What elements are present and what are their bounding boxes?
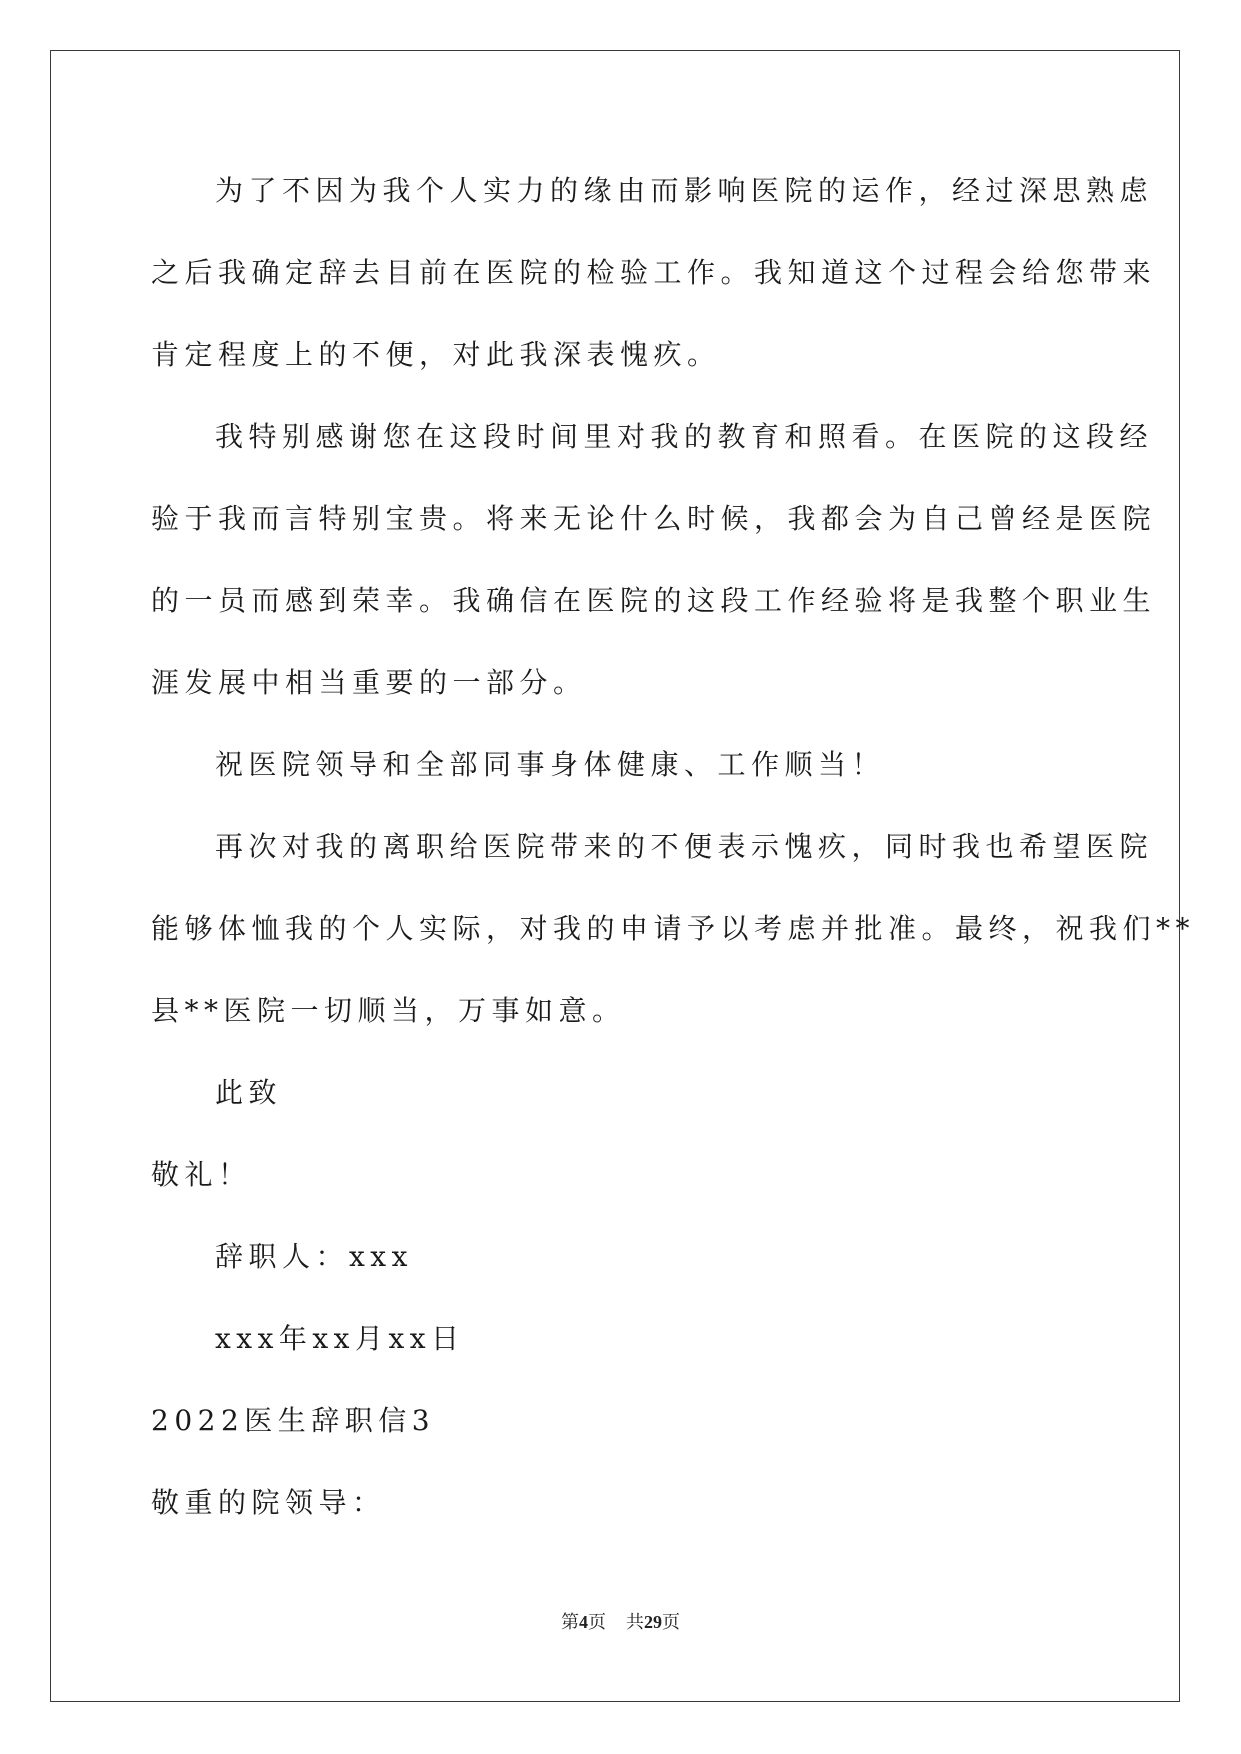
text-line: 的一员而感到荣幸。我确信在医院的这段工作经验将是我整个职业生 [151,584,1157,617]
text-line: 肯定程度上的不便，对此我深表愧疚。 [151,338,721,371]
letter-greeting: 敬重的院领导： [151,1486,386,1519]
total-suffix: 页 [662,1612,680,1632]
signature-name: 辞职人：xxx [215,1240,413,1273]
total-prefix: 共 [626,1612,644,1632]
closing-regards: 敬礼！ [151,1158,252,1191]
page-suffix: 页 [588,1612,606,1632]
page-prefix: 第 [561,1612,579,1632]
text-line: 验于我而言特别宝贵。将来无论什么时候，我都会为自己曾经是医院 [151,502,1157,535]
page-footer [0,1608,1241,1634]
signature-date: xxx年xx月xx日 [215,1322,465,1355]
page-number: 4 [579,1612,588,1632]
total-pages: 29 [644,1612,662,1632]
closing-salutation: 此致 [215,1076,283,1109]
text-line: 我特别感谢您在这段时间里对我的教育和照看。在医院的这段经 [215,420,1154,453]
text-line: 能够体恤我的个人实际，对我的申请予以考虑并批准。最终，祝我们** [151,912,1196,945]
text-line: 之后我确定辞去目前在医院的检验工作。我知道这个过程会给您带来 [151,256,1157,289]
text-line: 祝医院领导和全部同事身体健康、工作顺当！ [215,748,886,781]
text-line: 再次对我的离职给医院带来的不便表示愧疚，同时我也希望医院 [215,830,1154,863]
document-body [151,160,1196,1554]
text-line: 涯发展中相当重要的一部分。 [151,666,587,699]
text-line: 县**医院一切顺当，万事如意。 [151,994,626,1027]
section-heading: 2022医生辞职信3 [151,1404,436,1437]
text-line: 为了不因为我个人实力的缘由而影响医院的运作，经过深思熟虑 [215,174,1154,207]
